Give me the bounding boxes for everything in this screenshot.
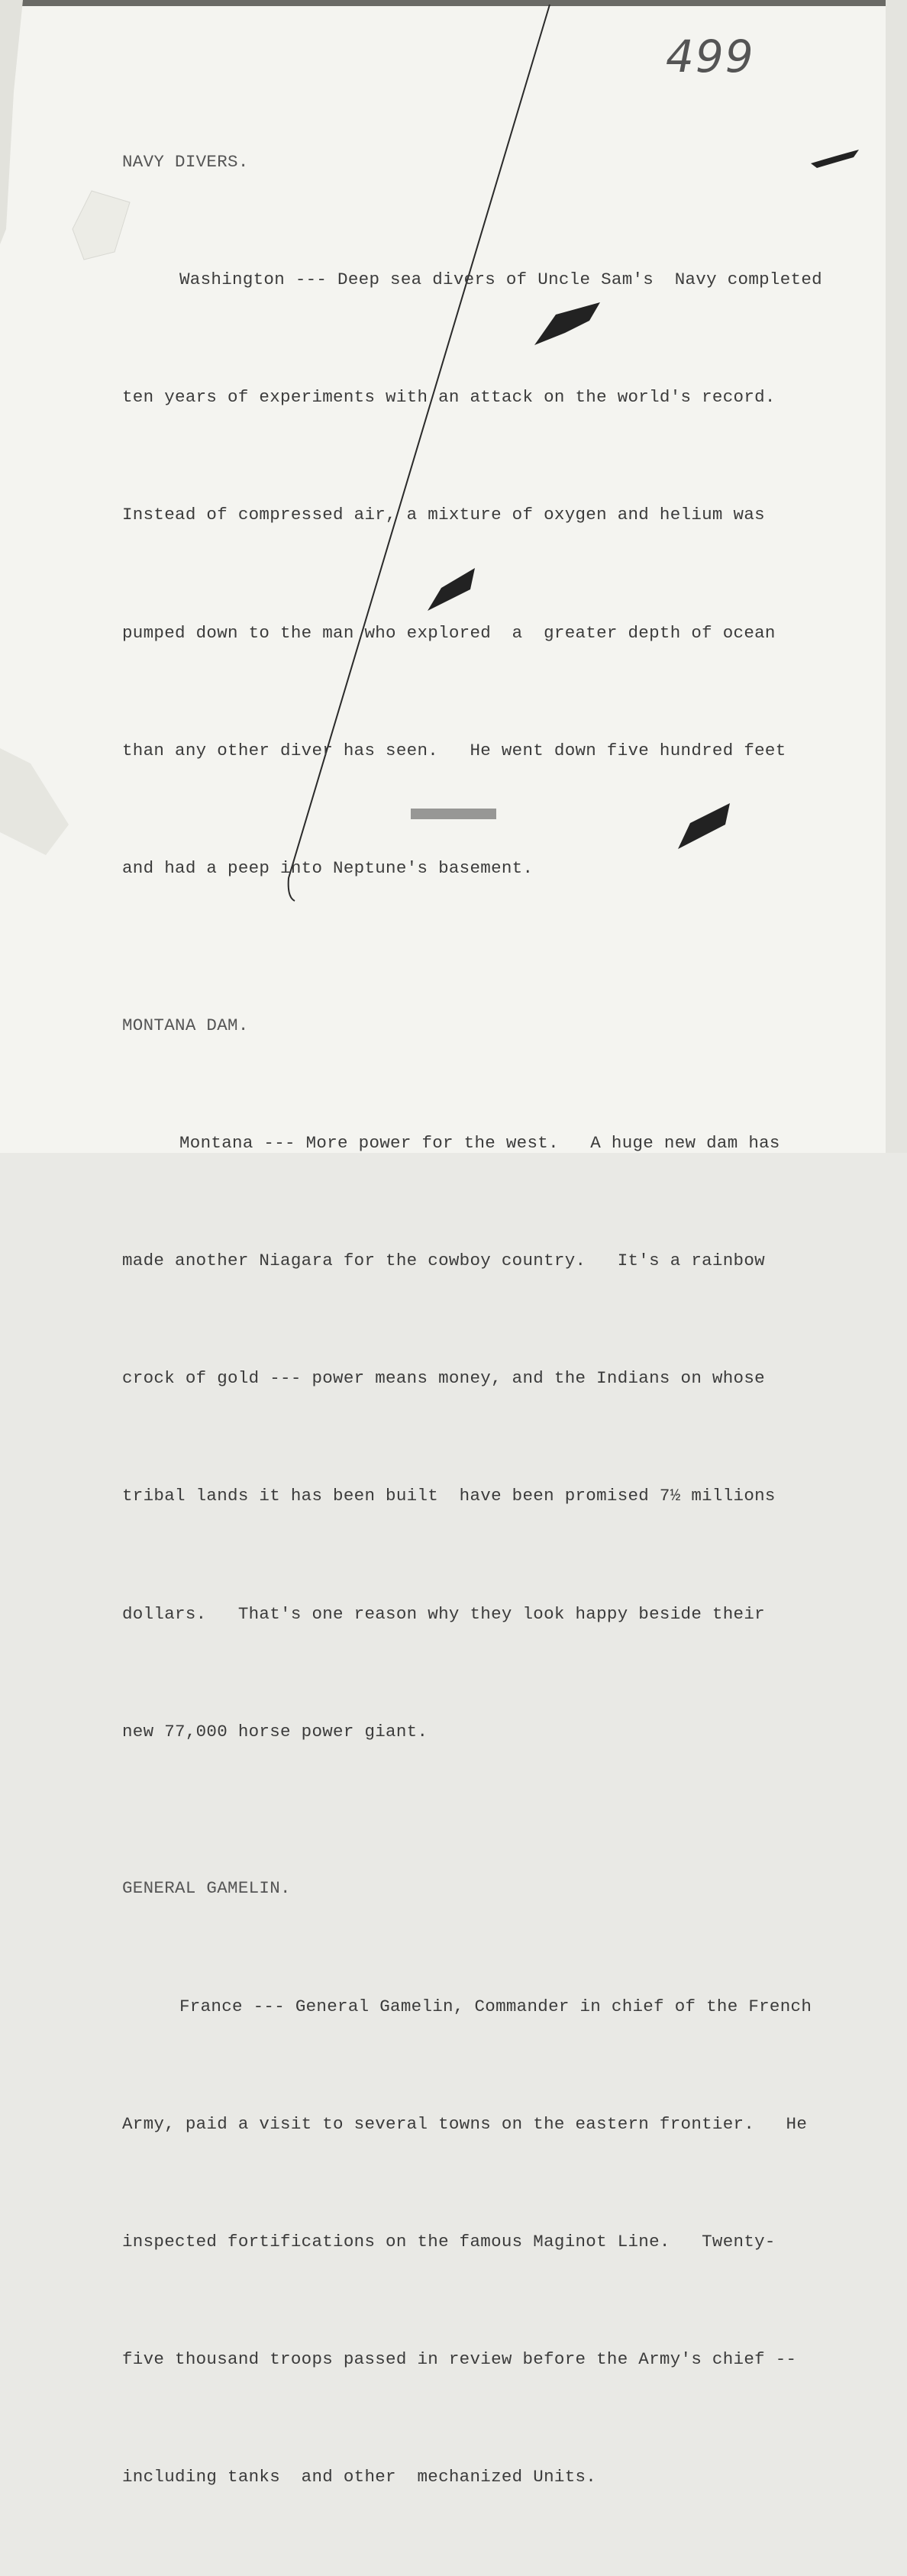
text-line: made another Niagara for the cowboy country. It's a rainbow <box>122 1251 765 1271</box>
right-edge-shadow <box>886 0 907 1153</box>
text-line: Instead of compressed air, a mixture of oxygen and helium was <box>122 505 765 525</box>
text-line: and had a peep into Neptune's basement. <box>122 858 534 879</box>
text-line: including tanks and other mechanized Units. <box>122 2467 597 2487</box>
text-line: pumped down to the man who explored a greater depth of ocean <box>122 622 776 643</box>
left-edge-fold <box>0 0 23 244</box>
text-line: five thousand troops passed in review before the Army's chief -- <box>122 2349 797 2370</box>
section-heading-montana-dam: MONTANA DAM. <box>122 1015 249 1035</box>
section-heading-navy-divers: NAVY DIVERS. <box>122 151 249 172</box>
text-line: Washington --- Deep sea divers of Uncle Sam's Navy completed <box>179 270 822 290</box>
typed-text <box>122 64 878 2576</box>
text-line: dollars. That's one reason why they look happy beside their <box>122 1603 765 1624</box>
text-line: Army, paid a visit to several towns on the eastern frontier. He <box>122 2113 808 2134</box>
text-line: ten years of experiments with an attack on the world's record. <box>122 387 776 408</box>
handwritten-page-number: 499 <box>666 31 755 82</box>
top-edge-shadow <box>0 0 907 6</box>
text-line: France --- General Gamelin, Commander in chief of the French <box>179 1996 812 2016</box>
section-heading-general-gamelin: GENERAL GAMELIN. <box>122 1878 291 1899</box>
text-line: crock of gold --- power means money, and the Indians on whose <box>122 1368 765 1389</box>
paper-crease <box>73 191 130 260</box>
torn-corner <box>0 748 69 855</box>
text-line: new 77,000 horse power giant. <box>122 1721 428 1742</box>
text-line: tribal lands it has been built have been promised 7½ millions <box>122 1486 776 1506</box>
text-line: inspected fortifications on the famous Maginot Line. Twenty- <box>122 2232 776 2252</box>
text-line: than any other diver has seen. He went down five hundred feet <box>122 740 786 760</box>
text-line: Montana --- More power for the west. A huge new dam has <box>179 1132 780 1153</box>
